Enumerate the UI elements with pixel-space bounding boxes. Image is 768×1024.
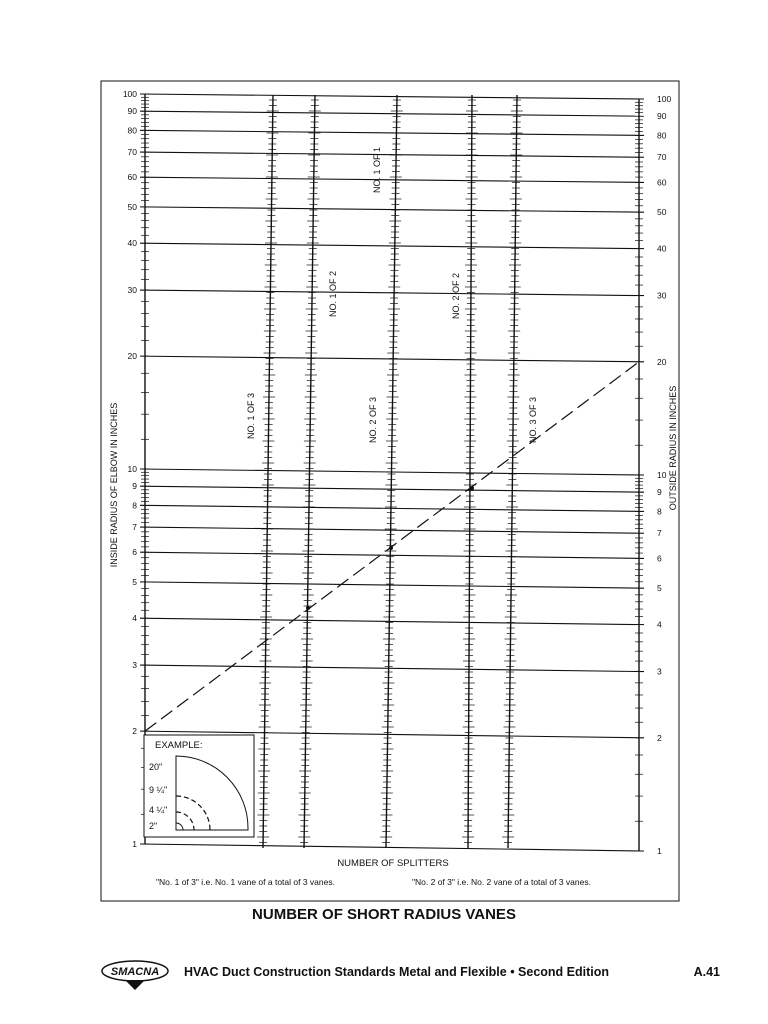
gridline xyxy=(140,527,644,533)
right-tick-label: 10 xyxy=(657,470,667,480)
left-tick-label: 8 xyxy=(132,500,137,511)
splitter-label-3of3: NO. 3 OF 3 xyxy=(528,396,538,444)
publication-title: HVAC Duct Construction Standards Metal and Flexible • Second Edition xyxy=(184,965,610,979)
left-tick-label: 100 xyxy=(122,89,137,99)
note-2: "No. 2 of 3" i.e. No. 2 vane of a total of 3 vanes. xyxy=(412,877,591,887)
gridline xyxy=(140,582,644,588)
left-tick-label: 20 xyxy=(127,351,137,362)
left-tick-label: 4 xyxy=(132,613,137,624)
gridline xyxy=(140,243,644,248)
gridline xyxy=(140,94,644,99)
right-tick-label: 100 xyxy=(657,94,672,104)
splitter-label-2of2: NO. 2 OF 2 xyxy=(451,272,461,320)
right-tick-label: 90 xyxy=(657,111,667,122)
splitter-label-1of3: NO. 1 OF 3 xyxy=(246,392,256,440)
left-tick-label: 2 xyxy=(132,726,137,737)
gridline xyxy=(140,207,644,212)
note-1: "No. 1 of 3" i.e. No. 1 vane of a total of 3 vanes. xyxy=(156,877,335,887)
left-tick-label: 6 xyxy=(132,547,137,558)
gridline xyxy=(140,665,644,672)
splitter-scale-5 xyxy=(508,95,517,848)
left-tick-label: 70 xyxy=(127,147,137,158)
intersection-marker-2of2 xyxy=(470,486,474,490)
right-tick-label: 80 xyxy=(657,130,667,141)
splitter-label-2of3: NO. 2 OF 3 xyxy=(368,396,378,444)
right-tick-label: 20 xyxy=(657,356,667,367)
gridline xyxy=(140,486,644,492)
example-label-9: 9 ¼" xyxy=(149,785,168,795)
right-tick-label: 4 xyxy=(657,619,662,630)
x-axis-label: NUMBER OF SPLITTERS xyxy=(337,858,449,869)
right-axis-label: OUTSIDE RADIUS IN INCHES xyxy=(668,385,678,511)
example-inset xyxy=(144,735,254,837)
left-tick-label: 9 xyxy=(132,481,137,492)
gridline xyxy=(140,111,644,116)
splitter-label-1of1: NO. 1 OF 1 xyxy=(372,146,382,194)
right-tick-label: 7 xyxy=(657,528,662,539)
splitter-label-1of2: NO. 1 OF 2 xyxy=(328,270,338,318)
left-tick-label: 5 xyxy=(132,576,137,587)
gridline xyxy=(140,177,644,182)
left-tick-label: 50 xyxy=(127,201,137,212)
example-label-20: 20" xyxy=(149,762,163,772)
right-tick-label: 70 xyxy=(657,152,667,163)
left-axis-label: INSIDE RADIUS OF ELBOW IN INCHES xyxy=(109,402,119,568)
svg-text:SMACNA: SMACNA xyxy=(110,966,160,978)
left-tick-label: 3 xyxy=(132,660,137,671)
page-footer xyxy=(100,958,720,988)
left-tick-label: 60 xyxy=(127,172,137,183)
gridline xyxy=(140,552,644,558)
left-tick-label: 30 xyxy=(127,285,137,296)
right-axis-ticks xyxy=(635,94,671,856)
left-tick-label: 80 xyxy=(127,125,137,136)
right-tick-label: 50 xyxy=(657,207,667,218)
right-tick-label: 60 xyxy=(657,177,667,188)
right-tick-label: 5 xyxy=(657,583,662,594)
gridline xyxy=(140,505,644,511)
intersection-marker-1of2 xyxy=(306,606,310,610)
left-tick-label: 7 xyxy=(132,522,137,533)
page-number: A.41 xyxy=(693,965,720,979)
right-tick-label: 8 xyxy=(657,506,662,517)
right-tick-label: 2 xyxy=(657,732,662,743)
left-tick-label: 1 xyxy=(132,839,137,849)
gridline xyxy=(140,618,644,624)
right-tick-label: 40 xyxy=(657,243,667,254)
figure-caption: NUMBER OF SHORT RADIUS VANES xyxy=(252,906,516,923)
gridline xyxy=(140,844,644,851)
right-tick-label: 30 xyxy=(657,290,667,301)
example-label-2: 2" xyxy=(149,821,158,831)
left-tick-label: 90 xyxy=(127,106,137,117)
right-tick-label: 1 xyxy=(657,846,662,856)
intersection-marker-2of3 xyxy=(389,546,393,550)
example-title: EXAMPLE: xyxy=(155,740,203,751)
right-tick-label: 3 xyxy=(657,666,662,677)
right-tick-label: 6 xyxy=(657,553,662,564)
smacna-logo-icon xyxy=(100,958,170,992)
gridline xyxy=(140,356,644,362)
left-tick-label: 40 xyxy=(127,238,137,249)
left-tick-label: 10 xyxy=(127,464,137,474)
right-tick-label: 9 xyxy=(657,487,662,498)
example-label-4: 4 ¼" xyxy=(149,805,168,815)
